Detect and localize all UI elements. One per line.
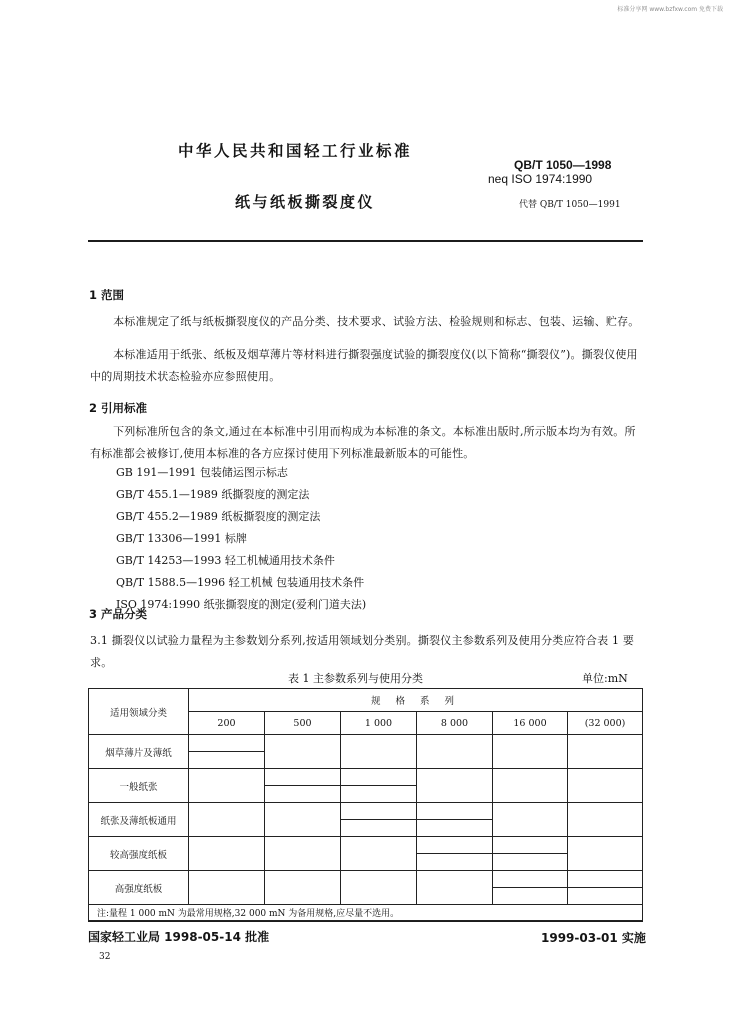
range-mark bbox=[568, 887, 642, 888]
section-1-title: 1 范围 bbox=[89, 288, 125, 302]
range-cell bbox=[189, 735, 265, 769]
range-cell bbox=[189, 803, 265, 837]
column-header: 1 000 bbox=[341, 712, 417, 735]
table-row bbox=[89, 837, 643, 871]
range-cell bbox=[265, 837, 341, 871]
neq-reference: neq ISO 1974:1990 bbox=[488, 172, 593, 186]
range-cell bbox=[568, 769, 643, 803]
watermark: 标准分享网 www.bzfxw.com 免费下载 bbox=[617, 6, 723, 13]
table-note: 注:量程 1 000 mN 为最常用规格,32 000 mN 为备用规格,应尽量不选用。 bbox=[89, 905, 643, 921]
section-1-paragraph-1: 本标准规定了纸与纸板撕裂度仪的产品分类、技术要求、试验方法、检验规则和标志、包装、运输、贮存。 bbox=[113, 315, 640, 328]
range-mark bbox=[265, 785, 340, 786]
range-cell bbox=[417, 769, 493, 803]
reference-item: GB 191—1991 包装储运图示标志 bbox=[116, 466, 288, 479]
range-mark bbox=[189, 751, 264, 752]
range-cell bbox=[568, 837, 643, 871]
range-cell bbox=[265, 735, 341, 769]
range-cell bbox=[189, 837, 265, 871]
range-cell bbox=[493, 871, 568, 905]
reference-item: GB/T 455.1—1989 纸撕裂度的测定法 bbox=[116, 488, 310, 501]
range-cell bbox=[341, 735, 417, 769]
spec-table bbox=[88, 688, 643, 921]
reference-item: GB/T 13306—1991 标牌 bbox=[116, 532, 247, 545]
section-2-paragraph-1: 下列标准所包含的条文,通过在本标准中引用而构成为本标准的条文。本标准出版时,所示版本均为有效。所有标准都会被修订,使用本标准的各方应探讨使用下列标准最新版本的可能性。 bbox=[90, 425, 636, 460]
range-mark bbox=[341, 819, 416, 820]
range-cell bbox=[568, 871, 643, 905]
range-cell bbox=[417, 735, 493, 769]
header-rule bbox=[88, 240, 643, 242]
footer-rule bbox=[88, 921, 643, 922]
table-row bbox=[89, 803, 643, 837]
row-label: 一般纸张 bbox=[89, 769, 189, 803]
row-label: 纸张及薄纸板通用 bbox=[89, 803, 189, 837]
clause-3-1: 3.1 撕裂仪以试验力量程为主参数划分系列,按适用领域划分类别。撕裂仪主参数系列及使用分类应符合表 1 要求。 bbox=[90, 634, 635, 669]
range-mark bbox=[493, 853, 567, 854]
range-cell bbox=[189, 769, 265, 803]
column-header: (32 000) bbox=[568, 712, 643, 735]
range-cell bbox=[341, 803, 417, 837]
range-cell bbox=[568, 735, 643, 769]
section-2-title: 2 引用标准 bbox=[89, 401, 148, 415]
range-cell bbox=[341, 837, 417, 871]
column-header: 8 000 bbox=[417, 712, 493, 735]
range-mark bbox=[493, 887, 567, 888]
document-title: 纸与纸板撕裂度仪 bbox=[235, 193, 376, 211]
row-label: 高强度纸板 bbox=[89, 871, 189, 905]
range-cell bbox=[417, 803, 493, 837]
range-cell bbox=[493, 837, 568, 871]
table-unit: 单位:mN bbox=[582, 672, 628, 685]
range-cell bbox=[493, 803, 568, 837]
effective-date: 1999-03-01 实施 bbox=[541, 931, 646, 945]
reference-item: GB/T 14253—1993 轻工机械通用技术条件 bbox=[116, 554, 335, 567]
range-cell bbox=[417, 871, 493, 905]
table-caption: 表 1 主参数系列与使用分类 bbox=[288, 672, 423, 685]
range-mark bbox=[341, 785, 416, 786]
replaces-standard: 代替 QB/T 1050—1991 bbox=[519, 200, 621, 210]
range-cell bbox=[189, 871, 265, 905]
table-row bbox=[89, 735, 643, 769]
reference-item: ISO 1974:1990 纸张撕裂度的测定(爱利门道夫法) bbox=[116, 598, 367, 611]
range-mark bbox=[417, 853, 492, 854]
column-header: 500 bbox=[265, 712, 341, 735]
page-number: 32 bbox=[99, 952, 111, 962]
reference-item: QB/T 1588.5—1996 轻工机械 包装通用技术条件 bbox=[116, 576, 365, 589]
reference-item: GB/T 455.2—1989 纸板撕裂度的测定法 bbox=[116, 510, 321, 523]
table-row bbox=[89, 769, 643, 803]
range-cell bbox=[265, 803, 341, 837]
industry-standard-title: 中华人民共和国轻工行业标准 bbox=[178, 142, 413, 160]
range-mark bbox=[417, 819, 492, 820]
table-group-header: 规 格 系 列 bbox=[189, 689, 643, 712]
row-label: 较高强度纸板 bbox=[89, 837, 189, 871]
approval-line: 国家轻工业局 1998-05-14 批准 bbox=[88, 930, 270, 944]
range-cell bbox=[493, 769, 568, 803]
range-cell bbox=[417, 837, 493, 871]
table-row bbox=[89, 871, 643, 905]
section-1-paragraph-2: 本标准适用于纸张、纸板及烟草薄片等材料进行撕裂强度试验的撕裂度仪(以下简称“撕裂仪”)。撕裂仪使用中的周期技术状态检验亦应参照使用。 bbox=[90, 348, 638, 383]
range-cell bbox=[493, 735, 568, 769]
column-header: 200 bbox=[189, 712, 265, 735]
section-3-title: 3 产品分类 bbox=[89, 607, 148, 621]
range-cell bbox=[568, 803, 643, 837]
column-header: 16 000 bbox=[493, 712, 568, 735]
row-label: 烟草薄片及薄纸 bbox=[89, 735, 189, 769]
table-corner-header: 适用领域分类 bbox=[89, 689, 189, 735]
range-cell bbox=[265, 769, 341, 803]
range-cell bbox=[341, 769, 417, 803]
range-cell bbox=[265, 871, 341, 905]
range-cell bbox=[341, 871, 417, 905]
standard-code: QB/T 1050—1998 bbox=[514, 158, 612, 172]
